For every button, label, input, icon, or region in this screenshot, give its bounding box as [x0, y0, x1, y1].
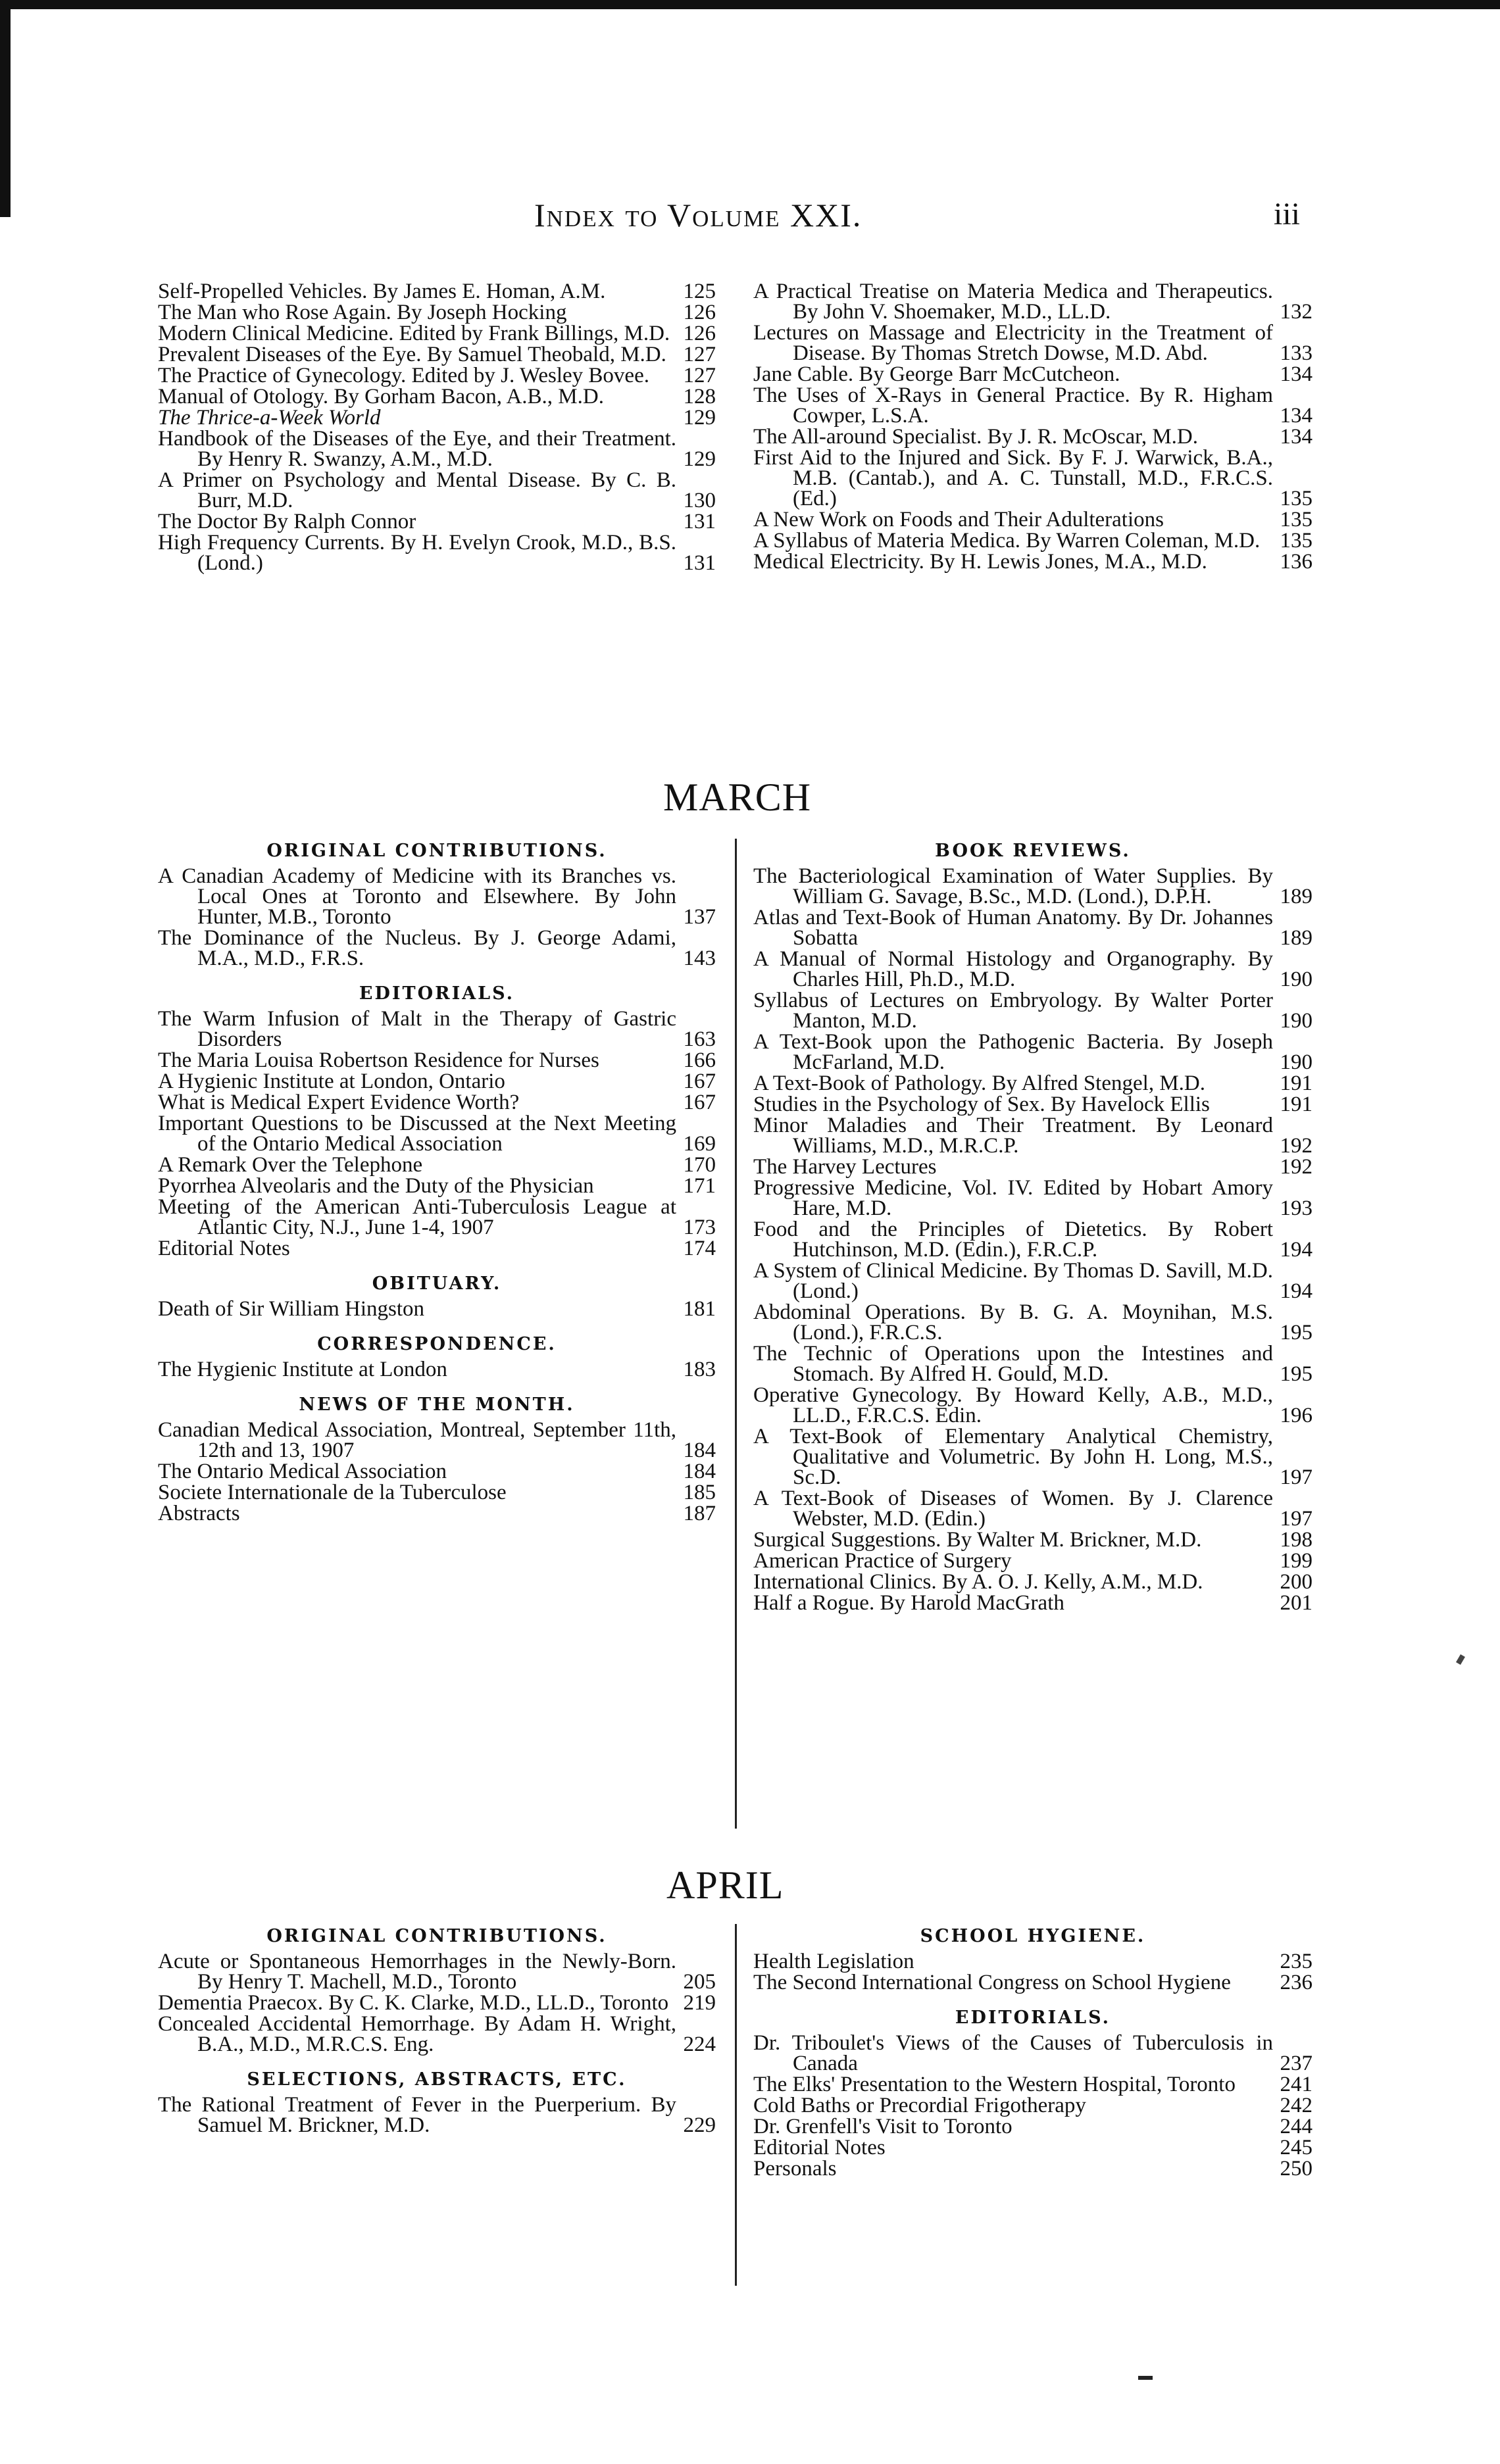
april-heading: APRIL: [666, 1863, 784, 1907]
top-left-column: [158, 282, 716, 574]
entry-title: The Thrice-a-Week World: [158, 406, 381, 430]
entry-title: Jane Cable. By George Barr McCutcheon.: [753, 362, 1120, 386]
entry-page: 198: [1280, 1528, 1312, 1552]
entry-title: A Text-Book of Pathology. By Alfred Stengel, M.D.: [753, 1072, 1205, 1095]
index-entry: [753, 552, 1312, 572]
entry-title: Prevalent Diseases of the Eye. By Samuel Theobald, M.D.: [158, 343, 666, 366]
index-entry: [158, 928, 716, 969]
entry-page: 126: [683, 322, 716, 345]
index-entry: [158, 1239, 716, 1259]
entry-title: The Man who Rose Again. By Joseph Hocking: [158, 301, 567, 324]
entry-title: The Uses of X-Rays in General Practice. By R. Higham Cowper, L.S.A.: [753, 383, 1273, 428]
entry-page: 171: [683, 1174, 716, 1198]
entry-page: 128: [683, 385, 716, 408]
index-entry: [158, 387, 716, 407]
entry-page: 195: [1280, 1362, 1312, 1386]
entry-page: 143: [683, 947, 716, 970]
entry-title: Societe Internationale de la Tuberculose: [158, 1481, 507, 1504]
entry-title: The Practice of Gynecology. Edited by J. Wesley Bovee.: [158, 364, 649, 387]
index-entry: [158, 345, 716, 365]
entry-page: 189: [1280, 885, 1312, 908]
index-entry: [158, 1114, 716, 1154]
index-entry: [753, 1551, 1312, 1571]
index-entry: [753, 2138, 1312, 2158]
index-entry: [158, 533, 716, 574]
entry-page: 189: [1280, 926, 1312, 950]
entry-title: The Technic of Operations upon the Intestines and Stomach. By Alfred H. Gould, M.D.: [753, 1342, 1273, 1386]
entry-page: 134: [1280, 362, 1312, 386]
entry-page: 135: [1280, 508, 1312, 531]
entry-title: Editorial Notes: [753, 2136, 886, 2159]
entry-page: 184: [683, 1439, 716, 1462]
section-heading: BOOK REVIEWS.: [935, 841, 1131, 861]
entry-title: The Harvey Lectures: [753, 1155, 937, 1179]
entry-title: Atlas and Text-Book of Human Anatomy. By Dr. Johannes Sobatta: [753, 906, 1273, 950]
index-entry: [158, 324, 716, 344]
march-column-divider: [735, 839, 737, 1829]
entry-title: Dr. Grenfell's Visit to Toronto: [753, 2115, 1013, 2138]
page-title: Index to Volume XXI.: [534, 197, 863, 234]
entry-title: The Doctor By Ralph Connor: [158, 510, 416, 533]
entry-title: International Clinics. By A. O. J. Kelly, A.M., M.D.: [753, 1570, 1203, 1594]
section-heading: SCHOOL HYGIENE.: [920, 1926, 1146, 1946]
entry-title: Lectures on Massage and Electricity in the Treatment of Disease. By Thomas Stretch Dowse, M.D. Abd.: [753, 321, 1273, 365]
entry-page: 170: [683, 1153, 716, 1177]
entry-page: 135: [1280, 529, 1312, 553]
entry-page: 130: [683, 489, 716, 512]
entry-title: Important Questions to be Discussed at the Next Meeting of the Ontario Medical Association: [158, 1112, 676, 1156]
entry-page: 131: [683, 510, 716, 533]
section-heading: NEWS OF THE MONTH.: [299, 1394, 575, 1415]
entry-page: 244: [1280, 2115, 1312, 2138]
entry-page: 125: [683, 280, 716, 303]
index-entry: [158, 2014, 716, 2055]
index-entry: [158, 1072, 716, 1092]
entry-title: Dr. Triboulet's Views of the Causes of Tuberculosis in Canada: [753, 2031, 1273, 2075]
entry-title: Handbook of the Diseases of the Eye, and their Treatment. By Henry R. Swanzy, A.M., M.D.: [158, 427, 676, 471]
entry-title: Editorial Notes: [158, 1237, 290, 1260]
entry-page: 184: [683, 1460, 716, 1483]
entry-title: Canadian Medical Association, Montreal, September 11th, 12th and 13, 1907: [158, 1418, 676, 1462]
entry-title: Medical Electricity. By H. Lewis Jones, M.A., M.D.: [753, 550, 1207, 574]
entry-page: 190: [1280, 1050, 1312, 1074]
entry-title: A Practical Treatise on Materia Medica and Therapeutics. By John V. Shoemaker, M.D., LL.D.: [753, 280, 1273, 324]
entry-title: A System of Clinical Medicine. By Thomas D. Savill, M.D. (Lond.): [753, 1259, 1273, 1303]
section-heading: OBITUARY.: [372, 1273, 502, 1294]
entry-page: 237: [1280, 2052, 1312, 2075]
march-heading: MARCH: [663, 776, 812, 819]
april-right-column: [753, 1926, 1312, 2180]
index-entry: [753, 510, 1312, 530]
index-entry: [158, 282, 716, 302]
entry-title: A Manual of Normal Histology and Organography. By Charles Hill, Ph.D., M.D.: [753, 947, 1273, 991]
entry-page: 134: [1280, 425, 1312, 449]
entry-page: 129: [683, 406, 716, 430]
index-entry: [753, 1973, 1312, 1993]
index-entry: [753, 282, 1312, 322]
april-left-column: [158, 1926, 716, 2136]
entry-page: 137: [683, 905, 716, 929]
entry-title: What is Medical Expert Evidence Worth?: [158, 1091, 520, 1114]
section-heading: EDITORIALS.: [359, 983, 515, 1004]
index-entry: [158, 303, 716, 323]
entry-page: 167: [683, 1070, 716, 1093]
april-column-divider: [735, 1924, 737, 2286]
entry-title: Abstracts: [158, 1502, 240, 1525]
entry-page: 219: [683, 1991, 716, 2015]
index-entry: [753, 2117, 1312, 2137]
entry-page: 173: [683, 1216, 716, 1239]
entry-title: Food and the Principles of Dietetics. By Robert Hutchinson, M.D. (Edin.), F.R.C.P.: [753, 1218, 1273, 1262]
entry-page: 245: [1280, 2136, 1312, 2159]
entry-page: 200: [1280, 1570, 1312, 1594]
index-entry: [753, 1489, 1312, 1529]
entry-title: Abdominal Operations. By B. G. A. Moynihan, M.S. (Lond.), F.R.C.S.: [753, 1300, 1273, 1344]
march-left-column: [158, 841, 716, 1525]
stray-dash: [1138, 2376, 1153, 2380]
entry-page: 193: [1280, 1196, 1312, 1220]
entry-title: A Text-Book upon the Pathogenic Bacteria. By Joseph McFarland, M.D.: [753, 1030, 1273, 1074]
index-entry: [753, 364, 1312, 385]
entry-title: A Canadian Academy of Medicine with its Branches vs. Local Ones at Toronto and Elsewhere. By John Hunter, M.B., Toronto: [158, 864, 676, 929]
entry-title: Operative Gynecology. By Howard Kelly, A.B., M.D., LL.D., F.R.C.S. Edin.: [753, 1383, 1273, 1427]
entry-title: The All-around Specialist. By J. R. McOscar, M.D.: [753, 425, 1199, 449]
page-scan-edge-left: [0, 0, 11, 217]
entry-page: 191: [1280, 1093, 1312, 1116]
index-entry: [158, 470, 716, 511]
page-scan-edge-top: [0, 0, 1500, 9]
entry-page: 192: [1280, 1155, 1312, 1179]
entry-title: High Frequency Currents. By H. Evelyn Crook, M.D., B.S. (Lond.): [158, 531, 676, 575]
entry-title: Syllabus of Lectures on Embryology. By Walter Porter Manton, M.D.: [753, 989, 1273, 1033]
index-entry: [753, 1344, 1312, 1385]
entry-title: Concealed Accidental Hemorrhage. By Adam H. Wright, B.A., M.D., M.R.C.S. Eng.: [158, 2012, 676, 2056]
entry-page: 126: [683, 301, 716, 324]
index-entry: [753, 531, 1312, 551]
entry-title: A Primer on Psychology and Mental Disease. By C. B. Burr, M.D.: [158, 468, 676, 512]
index-entry: [753, 427, 1312, 447]
index-entry: [753, 1157, 1312, 1177]
entry-title: The Ontario Medical Association: [158, 1460, 447, 1483]
entry-title: A Syllabus of Materia Medica. By Warren Coleman, M.D.: [753, 529, 1261, 553]
entry-title: A New Work on Foods and Their Adulterations: [753, 508, 1164, 531]
index-entry: [753, 1385, 1312, 1426]
index-entry: [753, 2075, 1312, 2095]
entry-title: The Elks' Presentation to the Western Hospital, Toronto: [753, 2073, 1236, 2096]
entry-page: 195: [1280, 1321, 1312, 1344]
index-entry: [158, 866, 716, 927]
index-entry: [158, 1483, 716, 1503]
index-entry: [158, 1952, 716, 1992]
index-entry: [158, 1462, 716, 1482]
entry-page: 201: [1280, 1591, 1312, 1615]
entry-title: Pyorrhea Alveolaris and the Duty of the Physician: [158, 1174, 594, 1198]
entry-title: Dementia Praecox. By C. K. Clarke, M.D., LL.D., Toronto: [158, 1991, 669, 2015]
entry-page: 190: [1280, 1009, 1312, 1033]
entry-title: A Hygienic Institute at London, Ontario: [158, 1070, 505, 1093]
entry-page: 187: [683, 1502, 716, 1525]
index-entry: [158, 1050, 716, 1071]
entry-page: 174: [683, 1237, 716, 1260]
entry-title: Studies in the Psychology of Sex. By Havelock Ellis: [753, 1093, 1210, 1116]
entry-title: Surgical Suggestions. By Walter M. Brickner, M.D.: [753, 1528, 1202, 1552]
entry-title: The Warm Infusion of Malt in the Therapy of Gastric Disorders: [158, 1007, 676, 1051]
index-entry: [753, 1572, 1312, 1592]
entry-title: Death of Sir William Hingston: [158, 1297, 425, 1321]
index-entry: [753, 448, 1312, 509]
march-right-column: [753, 841, 1312, 1614]
index-entry: [158, 429, 716, 470]
entry-title: Self-Propelled Vehicles. By James E. Homan, A.M.: [158, 280, 606, 303]
entry-page: 183: [683, 1358, 716, 1381]
entry-title: First Aid to the Injured and Sick. By F. J. Warwick, B.A., M.B. (Cantab.), and A. C. Tunstall, M.D., F.R.C.S. (Ed.): [753, 446, 1273, 510]
index-entry: [753, 1220, 1312, 1260]
entry-page: 241: [1280, 2073, 1312, 2096]
entry-page: 163: [683, 1027, 716, 1051]
entry-page: 235: [1280, 1950, 1312, 1973]
index-entry: [753, 1116, 1312, 1156]
stray-mark: [1456, 1654, 1465, 1665]
index-entry: [158, 512, 716, 532]
entry-title: Modern Clinical Medicine. Edited by Frank Billings, M.D.: [158, 322, 670, 345]
entry-title: Cold Baths or Precordial Frigotherapy: [753, 2094, 1086, 2117]
index-entry: [158, 1993, 716, 2013]
section-heading: CORRESPONDENCE.: [317, 1334, 557, 1354]
index-entry: [158, 2095, 716, 2136]
entry-page: 194: [1280, 1279, 1312, 1303]
index-entry: [158, 1155, 716, 1175]
index-entry: [753, 1530, 1312, 1550]
index-entry: [158, 1093, 716, 1113]
index-entry: [753, 908, 1312, 949]
index-entry: [753, 1261, 1312, 1302]
index-entry: [753, 323, 1312, 364]
section-heading: ORIGINAL CONTRIBUTIONS.: [266, 1926, 607, 1946]
entry-page: 250: [1280, 2157, 1312, 2181]
entry-page: 167: [683, 1091, 716, 1114]
entry-title: Health Legislation: [753, 1950, 914, 1973]
entry-title: A Text-Book of Elementary Analytical Chemistry, Qualitative and Volumetric. By John H. Long, M.S., Sc.D.: [753, 1425, 1273, 1489]
entry-title: The Maria Louisa Robertson Residence for Nurses: [158, 1048, 599, 1072]
entry-title: A Remark Over the Telephone: [158, 1153, 423, 1177]
entry-title: A Text-Book of Diseases of Women. By J. Clarence Webster, M.D. (Edin.): [753, 1487, 1273, 1531]
entry-page: 205: [683, 1970, 716, 1994]
entry-page: 199: [1280, 1549, 1312, 1573]
section-heading: EDITORIALS.: [955, 2008, 1111, 2028]
entry-page: 169: [683, 1132, 716, 1156]
index-entry: [158, 1009, 716, 1050]
index-entry: [158, 1176, 716, 1196]
index-entry: [753, 385, 1312, 426]
entry-title: The Rational Treatment of Fever in the Puerperium. By Samuel M. Brickner, M.D.: [158, 2093, 676, 2137]
index-entry: [753, 1095, 1312, 1115]
entry-page: 131: [683, 551, 716, 575]
entry-page: 192: [1280, 1134, 1312, 1158]
entry-title: Meeting of the American Anti-Tuberculosis League at Atlantic City, N.J., June 1-4, 1907: [158, 1195, 676, 1239]
entry-title: The Bacteriological Examination of Water Supplies. By William G. Savage, B.Sc., M.D. (Lond.), D.P.H.: [753, 864, 1273, 908]
entry-title: The Second International Congress on School Hygiene: [753, 1971, 1231, 1994]
index-entry: [753, 1427, 1312, 1488]
entry-page: 133: [1280, 341, 1312, 365]
entry-title: The Hygienic Institute at London: [158, 1358, 447, 1381]
index-entry: [753, 991, 1312, 1031]
index-entry: [158, 1299, 716, 1319]
index-entry: [753, 2159, 1312, 2179]
page-number: iii: [1274, 197, 1301, 232]
entry-title: Progressive Medicine, Vol. IV. Edited by Hobart Amory Hare, M.D.: [753, 1176, 1273, 1220]
entry-page: 132: [1280, 300, 1312, 324]
entry-page: 185: [683, 1481, 716, 1504]
index-entry: [753, 1073, 1312, 1094]
entry-title: American Practice of Surgery: [753, 1549, 1012, 1573]
section-heading: ORIGINAL CONTRIBUTIONS.: [266, 841, 607, 861]
entry-page: 127: [683, 364, 716, 387]
entry-page: 190: [1280, 968, 1312, 991]
entry-page: 197: [1280, 1466, 1312, 1489]
index-entry: [753, 866, 1312, 907]
index-entry: [158, 366, 716, 386]
entry-title: Half a Rogue. By Harold MacGrath: [753, 1591, 1064, 1615]
entry-page: 229: [683, 2113, 716, 2137]
entry-page: 236: [1280, 1971, 1312, 1994]
entry-page: 129: [683, 447, 716, 471]
entry-title: Acute or Spontaneous Hemorrhages in the Newly-Born. By Henry T. Machell, M.D., Toronto: [158, 1950, 676, 1994]
entry-title: Manual of Otology. By Gorham Bacon, A.B., M.D.: [158, 385, 604, 408]
entry-page: 194: [1280, 1238, 1312, 1262]
index-entry: [158, 1420, 716, 1461]
entry-title: The Dominance of the Nucleus. By J. George Adami, M.A., M.D., F.R.S.: [158, 926, 676, 970]
index-entry: [158, 408, 716, 428]
entry-title: Personals: [753, 2157, 837, 2181]
index-entry: [753, 2033, 1312, 2074]
entry-page: 197: [1280, 1507, 1312, 1531]
entry-page: 191: [1280, 1072, 1312, 1095]
entry-page: 242: [1280, 2094, 1312, 2117]
index-entry: [753, 1302, 1312, 1343]
entry-page: 127: [683, 343, 716, 366]
entry-page: 196: [1280, 1404, 1312, 1427]
entry-page: 166: [683, 1048, 716, 1072]
top-right-column: [753, 282, 1312, 573]
index-entry: [753, 1952, 1312, 1972]
index-entry: [158, 1360, 716, 1380]
section-heading: SELECTIONS, ABSTRACTS, ETC.: [247, 2069, 627, 2090]
entry-page: 136: [1280, 550, 1312, 574]
entry-title: Minor Maladies and Their Treatment. By Leonard Williams, M.D., M.R.C.P.: [753, 1114, 1273, 1158]
index-entry: [753, 2096, 1312, 2116]
index-entry: [158, 1197, 716, 1238]
entry-page: 181: [683, 1297, 716, 1321]
entry-page: 224: [683, 2033, 716, 2056]
index-entry: [753, 949, 1312, 990]
index-entry: [753, 1178, 1312, 1219]
index-entry: [158, 1504, 716, 1524]
entry-page: 135: [1280, 487, 1312, 510]
index-entry: [753, 1593, 1312, 1614]
index-entry: [753, 1032, 1312, 1073]
entry-page: 134: [1280, 404, 1312, 428]
